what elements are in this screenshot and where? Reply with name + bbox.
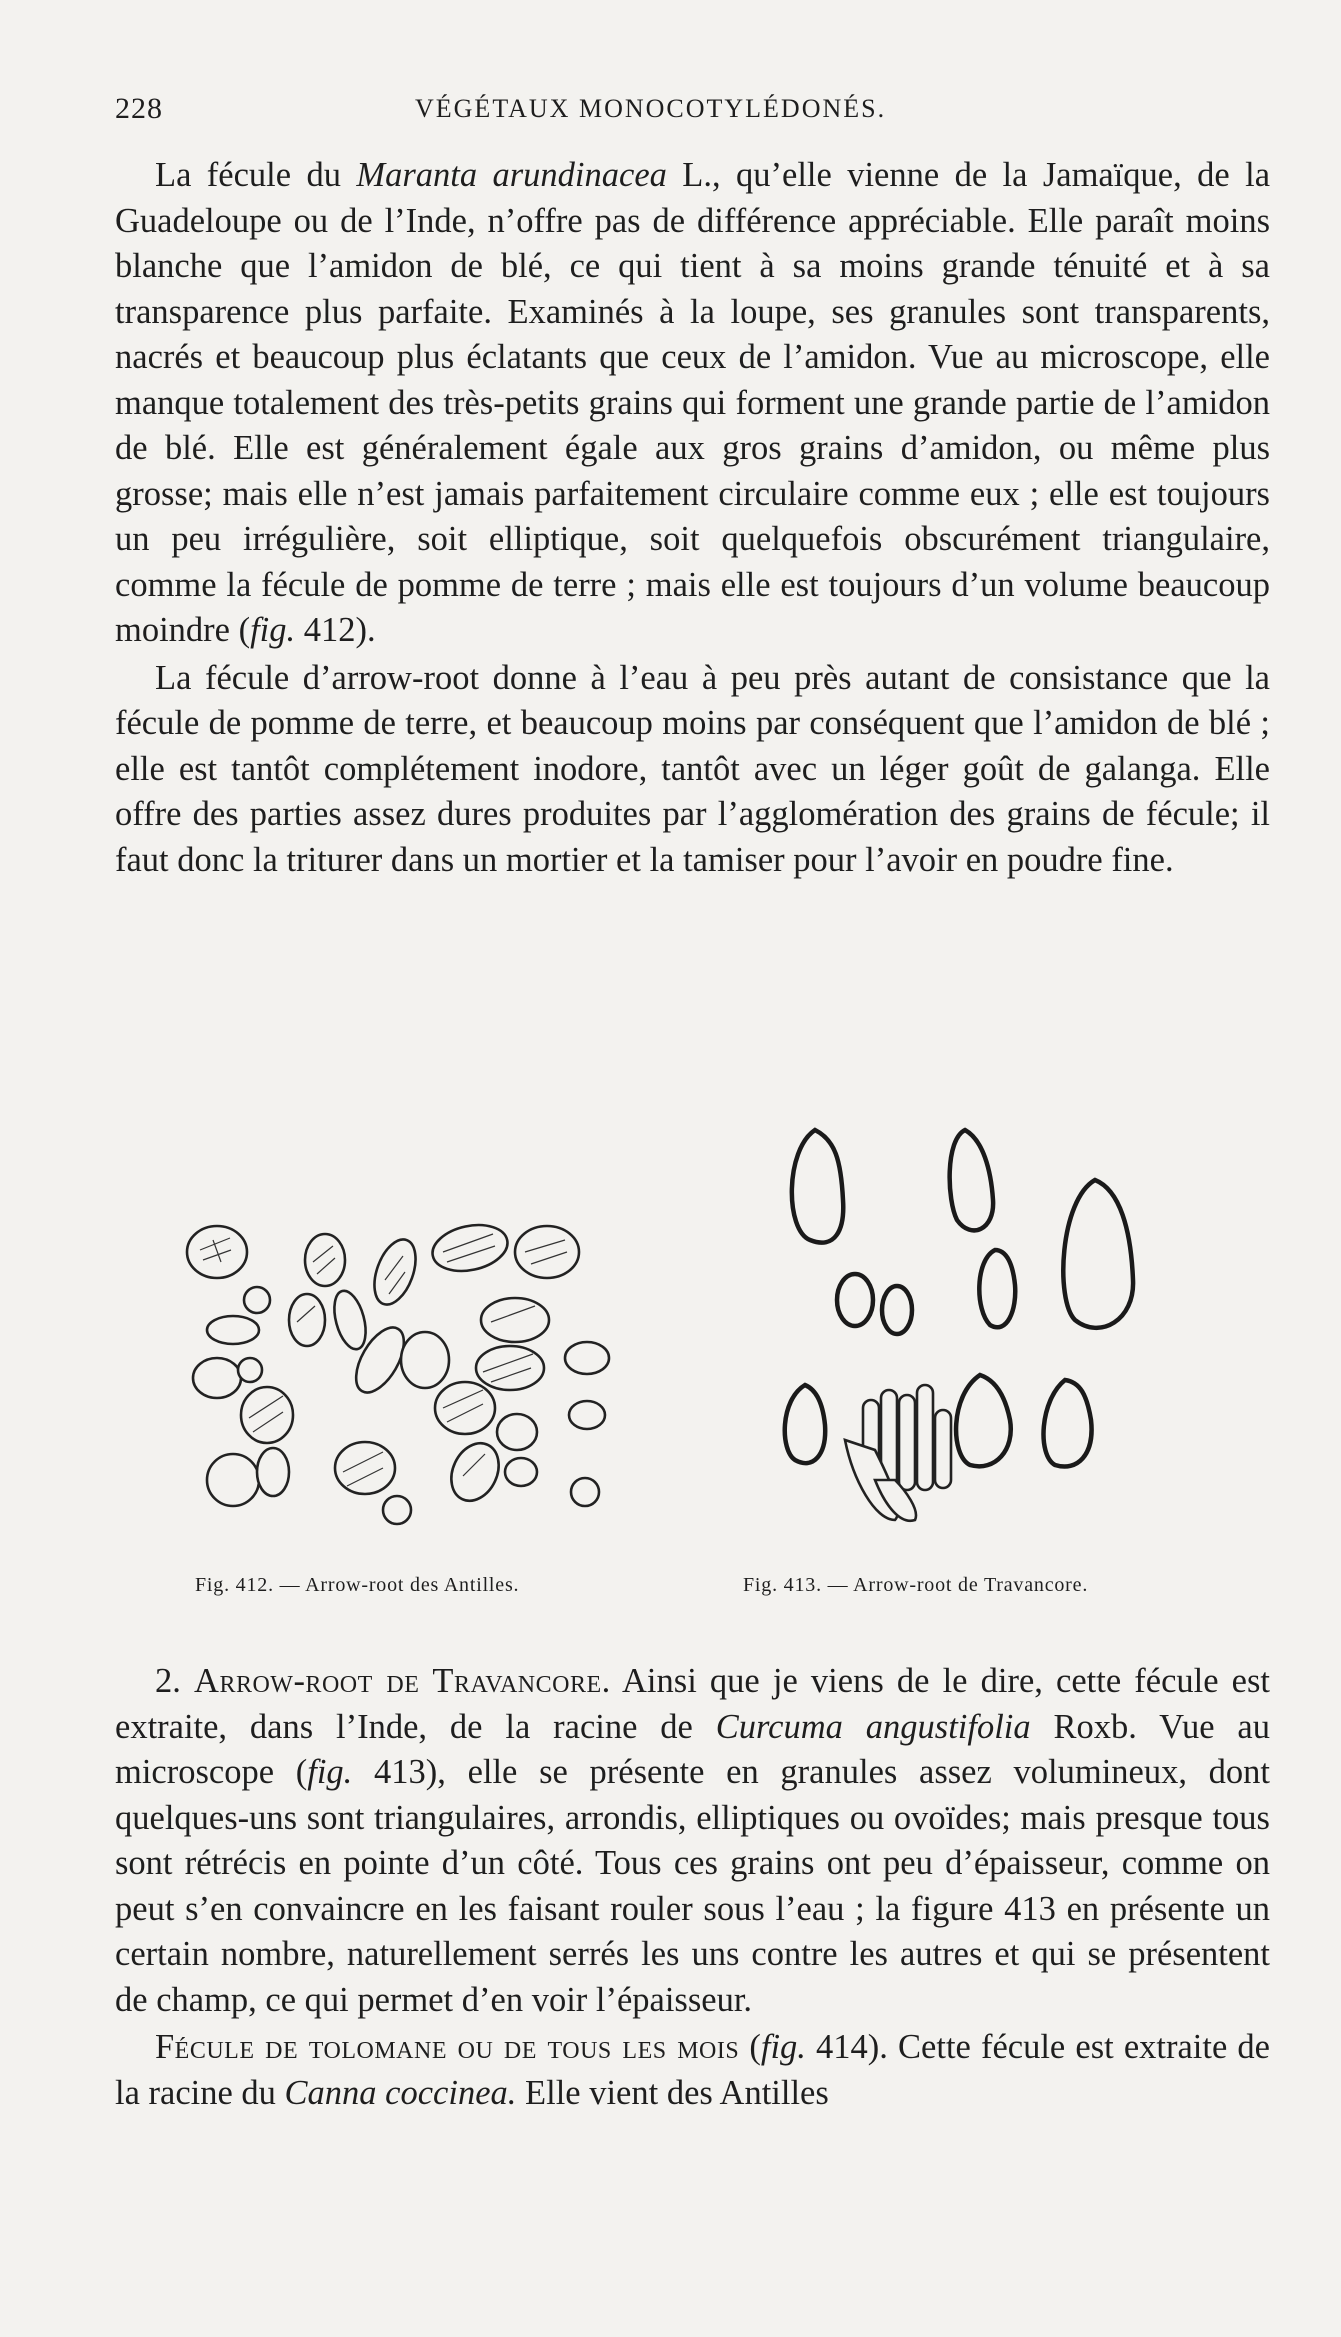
- text-run: 414). Cette fécule est extraite de la racine du: [115, 2028, 1270, 2112]
- species-name: Curcuma angustifolia: [715, 1707, 1031, 1746]
- species-name: Canna coccinea.: [284, 2073, 517, 2112]
- figure-reference: fig.: [307, 1753, 353, 1791]
- paragraph-travancore: [115, 1659, 1270, 2023]
- page-number: 228: [115, 92, 163, 125]
- section-number: 2.: [155, 1662, 195, 1700]
- arrow-root-antilles-grains: [175, 1210, 715, 1530]
- text-run: 412).: [295, 611, 376, 649]
- figure-reference: fig.: [250, 611, 296, 649]
- text-run: (: [739, 2028, 761, 2066]
- figure-413-caption: Fig. 413. — Arrow-root de Travancore.: [743, 1574, 1089, 1596]
- text-run: 413), elle se présente en granules assez volumineux, dont quelques-uns sont triangulaires, arrondis, elliptiques ou ovoïdes; mais presque tous sont rétrécis en pointe d’un côté. Tous ces grains ont peu d’épaisseur, comme on peut s’en convaincre en les faisant rouler sous l’eau ; la figure 413 en présente un certain nombre, naturellement serrés les uns contre les autres et qui se présentent de champ, ce qui permet d’en voir l’épaisseur.: [115, 1753, 1271, 2019]
- text-run: Elle vient des Antilles: [516, 2073, 829, 2112]
- section-heading: Arrow-root de Travancore.: [194, 1662, 611, 1700]
- body-text-top: [115, 153, 1270, 883]
- figure-reference: fig.: [760, 2028, 806, 2066]
- figure-412-caption: Fig. 412. — Arrow-root des Antilles.: [195, 1574, 520, 1596]
- section-heading: Fécule de tolomane ou de tous les mois: [155, 2028, 740, 2066]
- figures-area: [115, 1110, 1270, 1610]
- paragraph-arrow-root: La fécule d’arrow-root donne à l’eau à peu près autant de consistance que la fécule de pomme de terre, et beaucoup moins par conséquent que l’amidon de blé ; elle est tantôt complétement inodore, tantôt avec un léger goût de galanga. Elle offre des parties assez dures produites par l’agglomération des grains de fécule; il faut donc la triturer dans un mortier et la tamiser pour l’avoir en poudre fine.: [115, 658, 1270, 879]
- text-run: Ainsi que je viens de le dire, cette fécule est extraite, dans l’Inde, de la racine de: [115, 1662, 1271, 1746]
- text-run: Roxb. Vue au microscope (: [115, 1707, 1270, 1791]
- text-run: L., qu’elle vienne de la Jamaïque, de la Guadeloupe ou de l’Inde, n’offre pas de différence appréciable. Elle paraît moins blanche que l’amidon de blé, ce qui tient à sa moins grande ténuité et à sa transparence plus parfaite. Examinés à la loupe, ses granules sont transparents, nacrés et beaucoup plus éclatants que ceux de l’amidon. Vue au microscope, elle manque totalement des très-petits grains qui forment une grande partie de l’amidon de blé. Elle est généralement égale aux gros grains d’amidon, ou même plus grosse; mais elle n’est jamais parfaitement circulaire comme eux ; elle est toujours un peu irrégulière, soit elliptique, soit quelquefois obscurément triangulaire, comme la fécule de pomme de terre ; mais elle est toujours d’un volume beaucoup moindre (: [115, 156, 1271, 649]
- page-header: [115, 92, 1215, 132]
- paragraph-maranta: [115, 153, 1270, 654]
- body-text-bottom: [115, 1659, 1270, 2116]
- text-run: La fécule du: [155, 156, 357, 194]
- figure-412-illustration: [175, 1210, 715, 1530]
- species-name: Maranta arundinacea: [356, 156, 667, 194]
- running-title: VÉGÉTAUX MONOCOTYLÉDONÉS.: [415, 94, 887, 123]
- arrow-root-travancore-grains: [725, 1110, 1285, 1540]
- figure-413-illustration: [725, 1110, 1285, 1540]
- paragraph-tolomane: [115, 2025, 1270, 2116]
